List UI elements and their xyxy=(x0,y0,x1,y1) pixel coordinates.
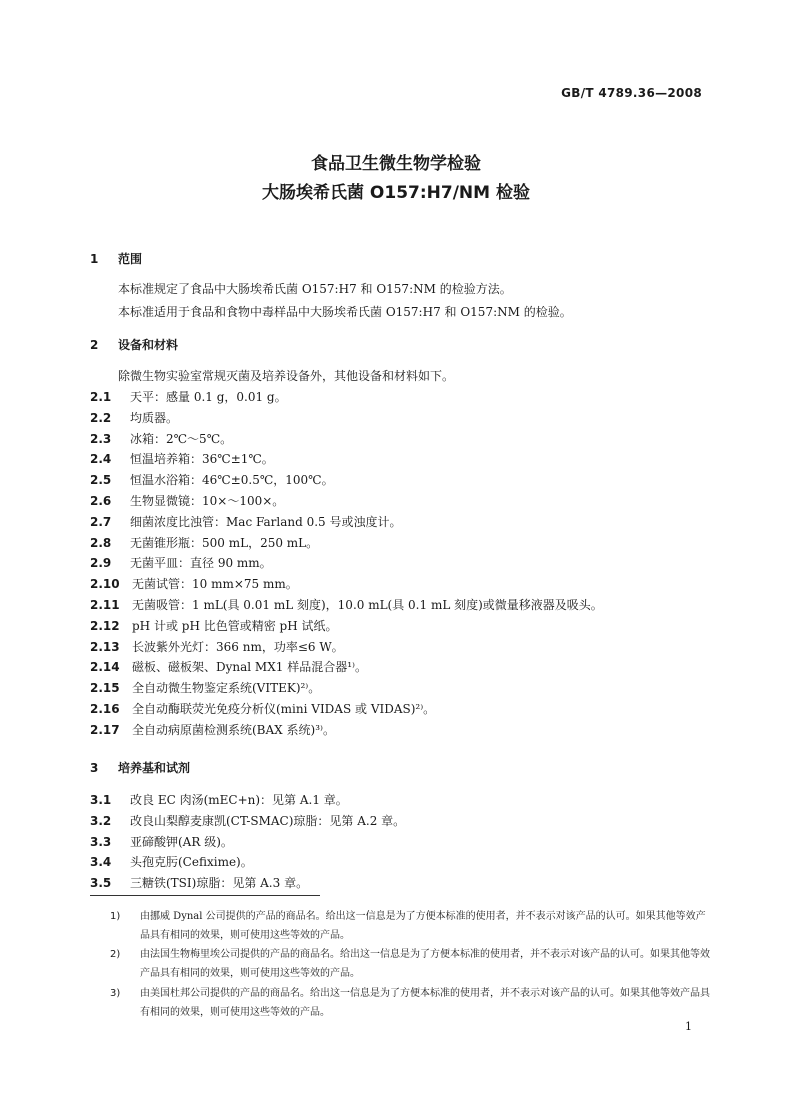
item-number: 2.3 xyxy=(90,431,112,446)
equipment-intro: 除微生物实验室常规灭菌及培养设备外，其他设备和材料如下。 xyxy=(118,369,455,383)
footnote-mark: 3) xyxy=(110,988,121,999)
item-number: 2.14 xyxy=(90,660,120,675)
item-text: 均质器。 xyxy=(130,410,179,425)
equipment-item xyxy=(90,617,338,634)
media-item xyxy=(90,812,405,829)
item-text: 冰箱：2℃～5℃。 xyxy=(130,431,233,446)
scope-paragraph: 本标准规定了食品中大肠埃希氏菌 O157:H7 和 O157:NM 的检验方法。 xyxy=(118,282,512,296)
equipment-item xyxy=(90,513,402,530)
item-number: 2.5 xyxy=(90,473,112,488)
item-number: 2.2 xyxy=(90,410,112,425)
section-heading-scope xyxy=(90,250,142,267)
equipment-item xyxy=(90,492,284,509)
footnote-text: 由法国生物梅里埃公司提供的产品的商品名。给出这一信息是为了方便本标准的使用者，并不表示对该产品的认可。如果其他等效产品具有相同的效果，则可使用这些等效的产品。 xyxy=(140,949,710,979)
item-text: 无菌吸管：1 mL(具 0.01 mL 刻度)，10.0 mL(具 0.1 mL 刻度)或微量移液器及吸头。 xyxy=(132,598,603,612)
item-number: 3.2 xyxy=(90,813,112,828)
item-text: 改良 EC 肉汤(mEC+n)：见第 A.1 章。 xyxy=(130,793,348,807)
item-text: 天平：感量 0.1 g，0.01 g。 xyxy=(130,390,287,404)
section-number: 3 xyxy=(90,761,99,775)
equipment-item xyxy=(90,388,287,405)
scope-paragraph: 本标准适用于食品和食物中毒样品中大肠埃希氏菌 O157:H7 和 O157:NM 的检验。 xyxy=(118,305,572,319)
item-number: 2.4 xyxy=(90,452,112,467)
item-number: 2.16 xyxy=(90,702,120,716)
item-text: 全自动微生物鉴定系统(VITEK)²⁾。 xyxy=(132,681,321,696)
footnote-mark: 1) xyxy=(110,911,121,922)
item-text: 磁板、磁板架、Dynal MX1 样品混合器¹⁾。 xyxy=(132,660,367,675)
document-title xyxy=(0,150,792,208)
footnote-text: 由美国杜邦公司提供的产品的商品名。给出这一信息是为了方便本标准的使用者，并不表示对该产品的认可。如果其他等效产品具有相同的效果，则可使用这些等效的产品。 xyxy=(140,988,710,1018)
equipment-item xyxy=(90,450,274,467)
item-number: 3.4 xyxy=(90,855,112,870)
equipment-item xyxy=(90,721,335,738)
equipment-item xyxy=(90,554,272,571)
item-text: 细菌浓度比浊管：Mac Farland 0.5 号或浊度计。 xyxy=(130,514,402,529)
equipment-item xyxy=(90,596,603,613)
equipment-item xyxy=(90,534,318,551)
item-number: 2.8 xyxy=(90,535,112,550)
title-line-1: 食品卫生微生物学检验 xyxy=(311,154,481,174)
item-text: 恒温培养箱：36℃±1℃。 xyxy=(130,452,274,467)
section-title: 培养基和试剂 xyxy=(118,761,191,775)
section-heading-equipment xyxy=(90,336,178,353)
equipment-item xyxy=(90,700,435,717)
item-text: 长波紫外光灯：366 nm，功率≤6 W。 xyxy=(132,639,344,654)
item-number: 2.9 xyxy=(90,556,112,571)
item-text: 改良山梨醇麦康凯(CT-SMAC)琼脂：见第 A.2 章。 xyxy=(130,813,406,828)
footnote xyxy=(110,907,710,945)
equipment-item xyxy=(90,471,334,488)
item-number: 2.12 xyxy=(90,618,120,633)
equipment-item xyxy=(90,679,320,696)
item-number: 2.11 xyxy=(90,598,120,612)
item-number: 3.3 xyxy=(90,834,112,849)
item-number: 2.15 xyxy=(90,681,120,696)
footnote xyxy=(110,945,710,983)
standard-code: GB/T 4789.36—2008 xyxy=(561,86,702,100)
item-text: 无菌平皿：直径 90 mm。 xyxy=(130,556,272,571)
item-number: 2.7 xyxy=(90,514,112,529)
item-text: 无菌试管：10 mm×75 mm。 xyxy=(132,577,298,592)
section-number: 2 xyxy=(90,338,99,352)
item-text: 三糖铁(TSI)琼脂：见第 A.3 章。 xyxy=(130,876,309,891)
footnote-mark: 2) xyxy=(110,949,121,960)
item-text: 亚碲酸钾(AR 级)。 xyxy=(130,834,233,849)
item-number: 2.6 xyxy=(90,494,112,508)
media-item xyxy=(90,791,348,808)
item-text: pH 计或 pH 比色管或精密 pH 试纸。 xyxy=(132,618,338,633)
section-title: 设备和材料 xyxy=(118,338,179,352)
equipment-item xyxy=(90,638,344,655)
item-text: 头孢克肟(Cefixime)。 xyxy=(130,855,253,870)
equipment-item xyxy=(90,575,298,592)
item-text: 全自动酶联荧光免疫分析仪(mini VIDAS 或 VIDAS)²⁾。 xyxy=(132,702,436,716)
section-title: 范围 xyxy=(118,252,143,266)
item-number: 2.10 xyxy=(90,577,120,592)
item-text: 生物显微镜：10×～100×。 xyxy=(130,494,285,508)
footnote-text: 由挪威 Dynal 公司提供的产品的商品名。给出这一信息是为了方便本标准的使用者，并不表示对该产品的认可。如果其他等效产品具有相同的效果，则可使用这些等效的产品。 xyxy=(140,911,706,941)
item-text: 全自动病原菌检测系统(BAX 系统)³⁾。 xyxy=(132,722,335,737)
section-number: 1 xyxy=(90,252,99,266)
media-item xyxy=(90,874,308,891)
media-item xyxy=(90,853,253,870)
media-item xyxy=(90,833,233,850)
title-line-2: 大肠埃希氏菌 O157:H7/NM 检验 xyxy=(262,183,530,203)
equipment-item xyxy=(90,658,367,675)
equipment-item xyxy=(90,430,232,447)
footnote-divider xyxy=(90,895,320,896)
item-number: 2.1 xyxy=(90,390,112,404)
item-number: 3.5 xyxy=(90,876,112,891)
item-text: 恒温水浴箱：46℃±0.5℃，100℃。 xyxy=(130,473,334,488)
footnote xyxy=(110,984,710,1022)
item-number: 2.17 xyxy=(90,722,120,737)
equipment-item xyxy=(90,409,178,426)
item-text: 无菌锥形瓶：500 mL，250 mL。 xyxy=(130,535,319,550)
item-number: 3.1 xyxy=(90,793,112,807)
section-heading-media xyxy=(90,759,190,776)
item-number: 2.13 xyxy=(90,639,120,654)
page-number: 1 xyxy=(685,1020,692,1033)
